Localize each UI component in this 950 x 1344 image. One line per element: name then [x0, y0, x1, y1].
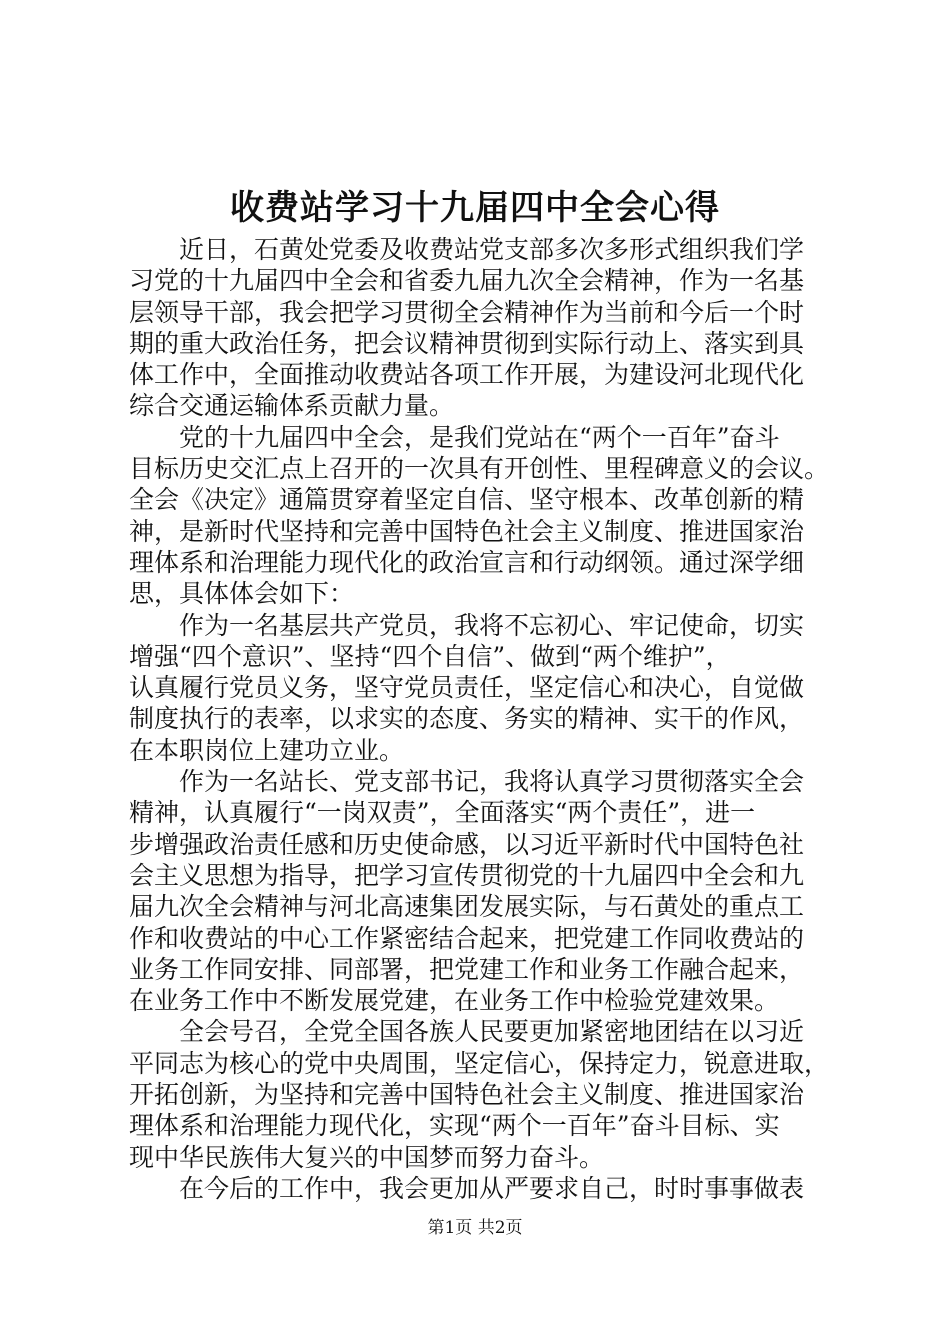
text-line: 神，是新时代坚持和完善中国特色社会主义制度、推进国家治: [129, 516, 805, 546]
document-body: [129, 234, 829, 1204]
page-number: 第1页 共2页: [427, 1218, 523, 1238]
text-line: 全会《决定》通篇贯穿着坚定自信、坚守根本、改革创新的精: [129, 485, 805, 515]
text-line: 增强“四个意识”、坚持“四个自信”、做到“两个维护”，: [129, 641, 731, 671]
text-line: 届九次全会精神与河北高速集团发展实际，与石黄处的重点工: [129, 892, 805, 922]
text-line: 在今后的工作中，我会更加从严要求自己，时时事事做表: [179, 1173, 805, 1203]
text-line: 体工作中，全面推动收费站各项工作开展，为建设河北现代化: [129, 360, 805, 390]
text-line: 平同志为核心的党中央周围，坚定信心，保持定力，锐意进取，: [129, 1048, 829, 1078]
text-line: 理体系和治理能力现代化的政治宣言和行动纲领。通过深学细: [129, 547, 805, 577]
text-line: 党的十九届四中全会，是我们党站在“两个一百年”奋斗: [179, 422, 780, 452]
text-line: 制度执行的表率，以求实的态度、务实的精神、实干的作风，: [129, 704, 805, 734]
text-line: 思，具体体会如下：: [129, 579, 355, 609]
text-line: 层领导干部，我会把学习贯彻全会精神作为当前和今后一个时: [129, 297, 805, 327]
text-line: 认真履行党员义务，坚守党员责任，坚定信心和决心，自觉做: [129, 673, 805, 703]
text-line: 习党的十九届四中全会和省委九届九次全会精神，作为一名基: [129, 266, 805, 296]
text-line: 业务工作同安排、同部署，把党建工作和业务工作融合起来，: [129, 954, 805, 984]
text-line: 理体系和治理能力现代化，实现“两个一百年”奋斗目标、实: [129, 1111, 780, 1141]
text-line: 开拓创新，为坚持和完善中国特色社会主义制度、推进国家治: [129, 1080, 805, 1110]
text-line: 会主义思想为指导，把学习宣传贯彻党的十九届四中全会和九: [129, 860, 805, 890]
text-line: 现中华民族伟大复兴的中国梦而努力奋斗。: [129, 1142, 605, 1172]
text-line: 近日，石黄处党委及收费站党支部多次多形式组织我们学: [179, 235, 805, 264]
text-line: 目标历史交汇点上召开的一次具有开创性、里程碑意义的会议。: [129, 454, 829, 484]
document-title: 收费站学习十九届四中全会心得: [230, 188, 720, 228]
text-line: 在本职岗位上建功立业。: [129, 735, 405, 765]
text-line: 全会号召，全党全国各族人民要更加紧密地团结在以习近: [179, 1017, 805, 1047]
text-line: 期的重大政治任务，把会议精神贯彻到实际行动上、落实到具: [129, 328, 805, 358]
text-line: 作为一名站长、党支部书记，我将认真学习贯彻落实全会: [179, 767, 805, 797]
text-line: 在业务工作中不断发展党建，在业务工作中检验党建效果。: [129, 986, 780, 1016]
text-line: 精神，认真履行“一岗双责”，全面落实“两个责任”，进一: [129, 798, 756, 828]
text-line: 作为一名基层共产党员，我将不忘初心、牢记使命，切实: [179, 610, 805, 640]
text-line: 步增强政治责任感和历史使命感，以习近平新时代中国特色社: [129, 829, 805, 859]
text-line: 作和收费站的中心工作紧密结合起来，把党建工作同收费站的: [129, 923, 805, 953]
text-line: 综合交通运输体系贡献力量。: [129, 391, 455, 421]
